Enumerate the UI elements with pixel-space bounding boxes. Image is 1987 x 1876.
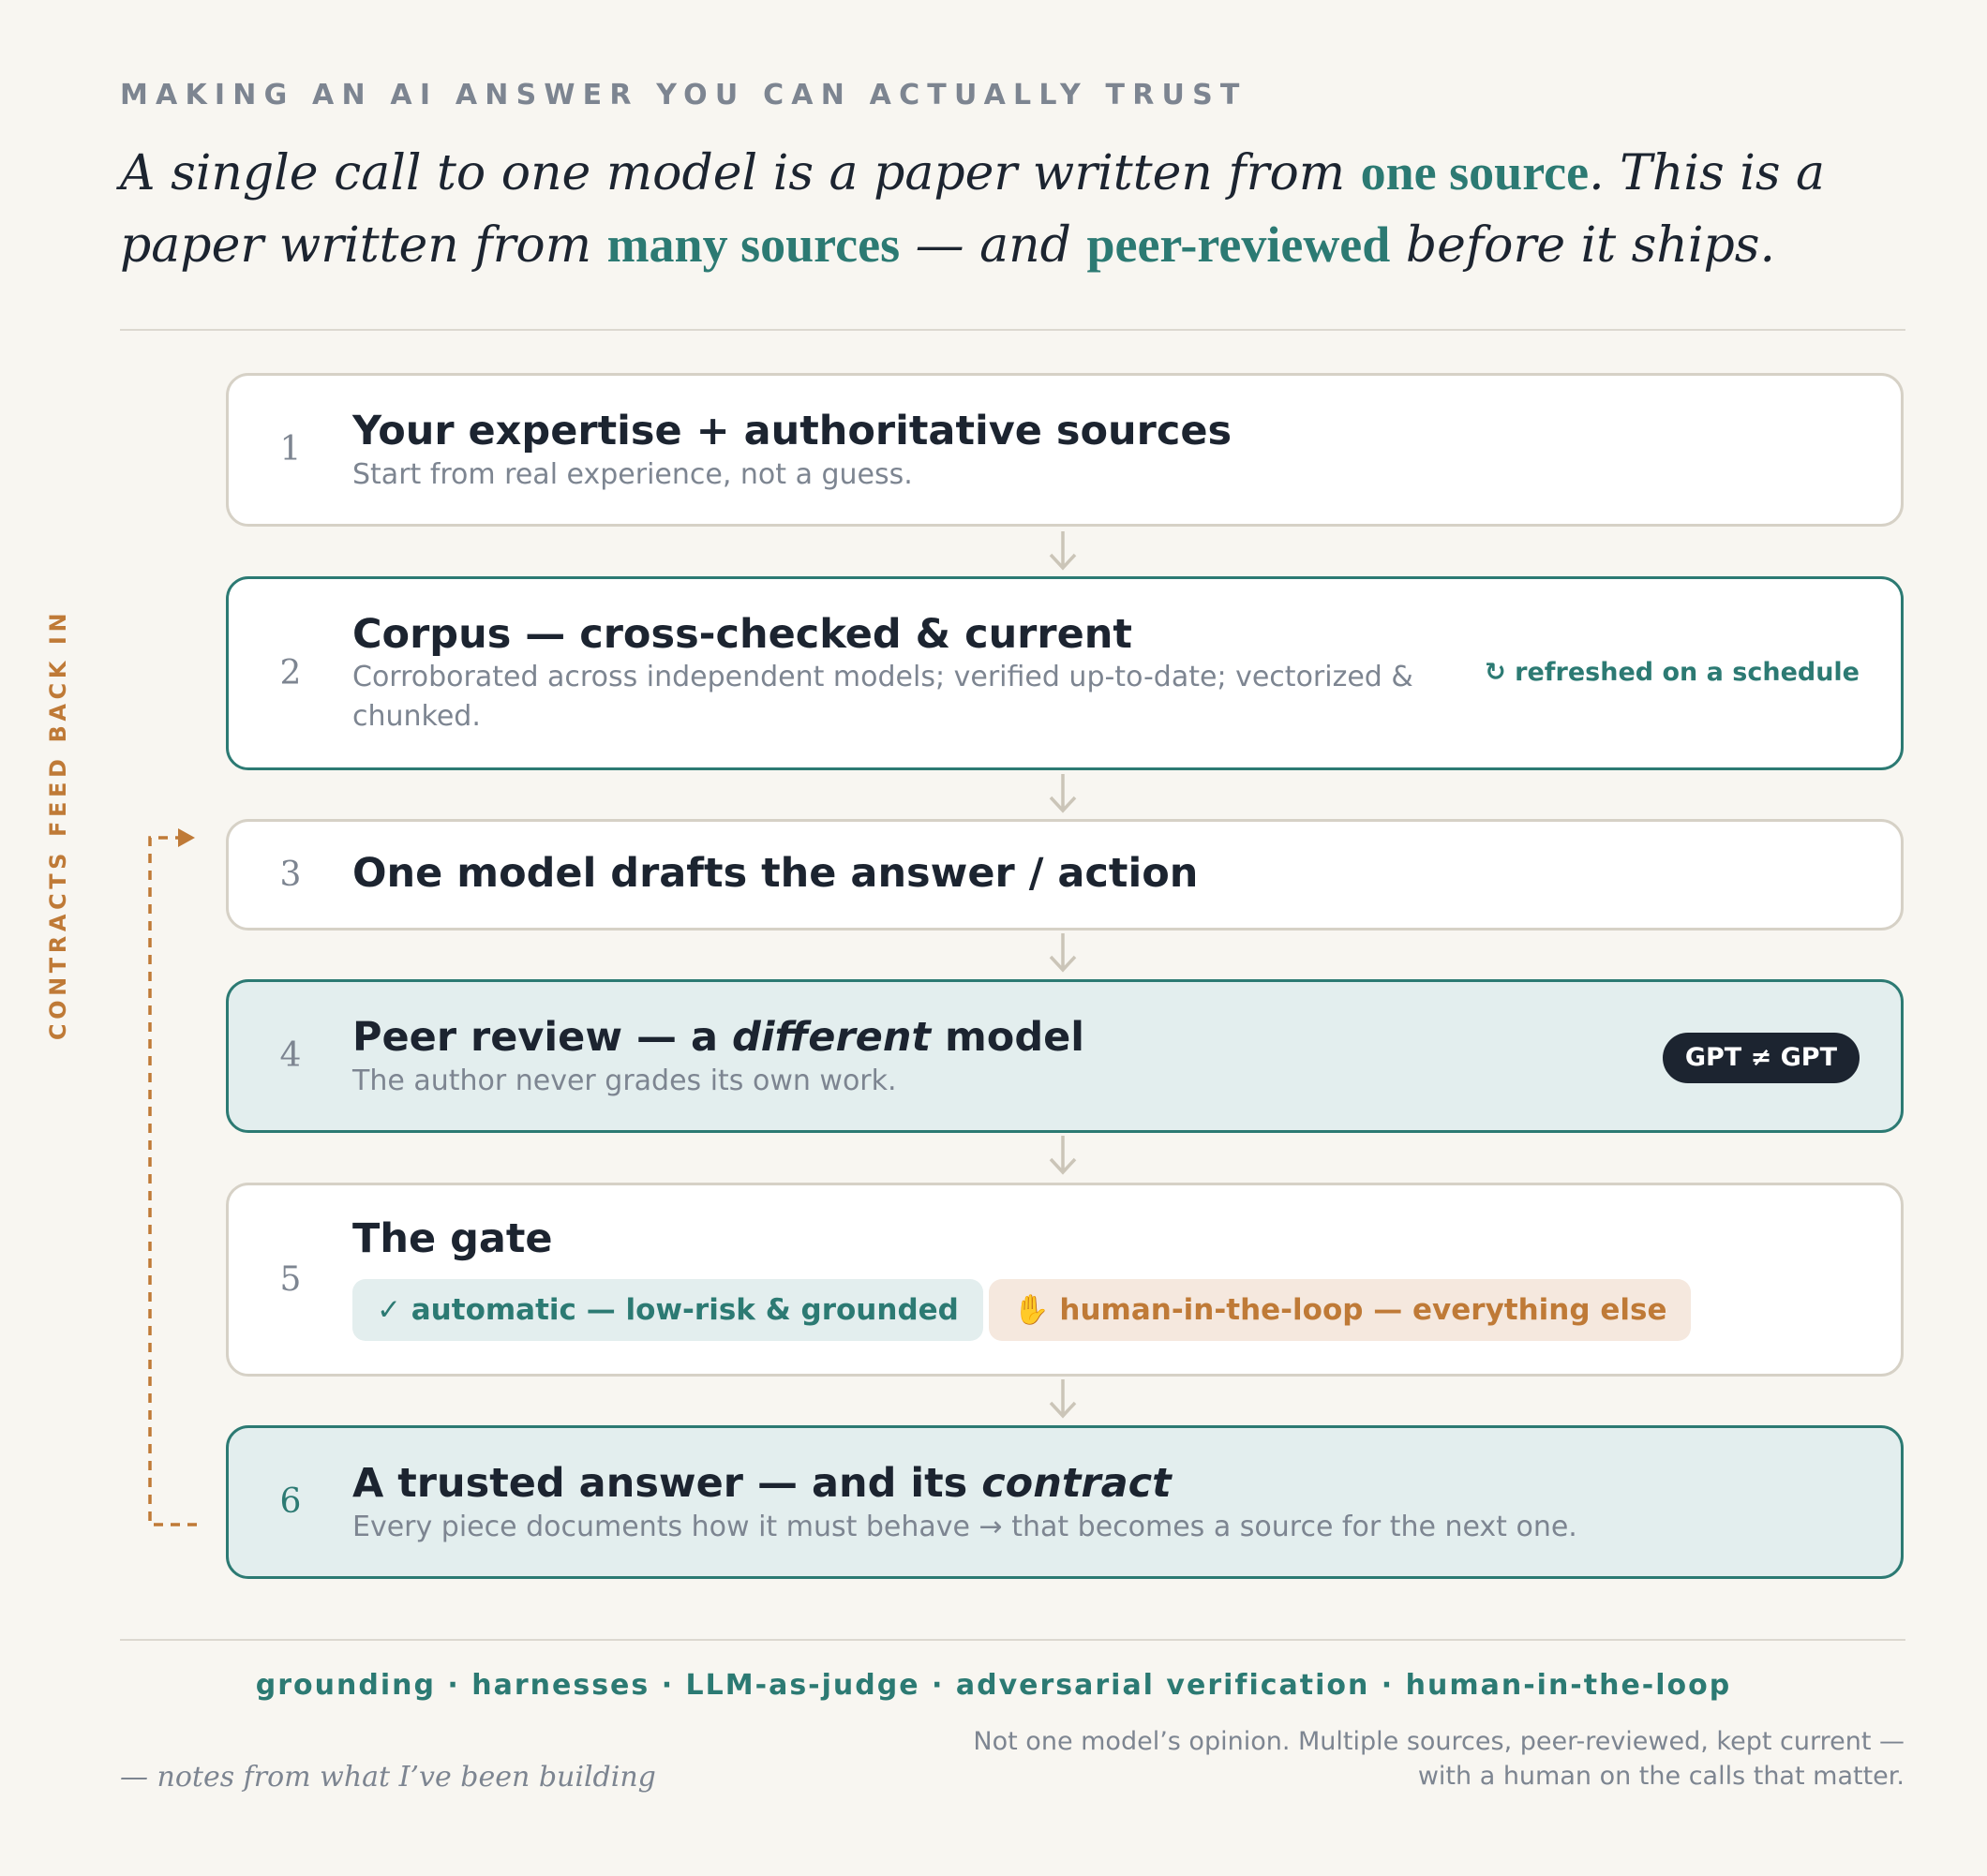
feedback-loop-arrow: [141, 821, 206, 1533]
down-arrow-icon: [1047, 529, 1079, 571]
step-title: Your expertise + authoritative sources: [352, 408, 1233, 454]
eyebrow-heading: MAKING AN AI ANSWER YOU CAN ACTUALLY TRUST: [120, 79, 1247, 112]
model-mismatch-badge: GPT ≠ GPT: [1663, 1033, 1860, 1083]
headline-text: before it ships.: [1390, 217, 1775, 274]
step-number: 3: [279, 856, 302, 894]
step-number: 2: [279, 654, 302, 692]
step-number: 4: [279, 1036, 302, 1075]
step-title: [352, 1460, 1172, 1507]
step-number: 5: [279, 1260, 302, 1299]
headline-highlight: one source: [1360, 144, 1590, 201]
step-title: The gate: [352, 1215, 553, 1262]
step-subtitle: Corroborated across independent models; verified up-to-date; vectorized & chunked.: [352, 661, 1413, 733]
step-number: 6: [279, 1482, 302, 1521]
bottom-divider: [120, 1639, 1905, 1641]
step-card-6: [226, 1425, 1904, 1579]
down-arrow-icon: [1047, 1134, 1079, 1175]
footer-note: — notes from what I’ve been building: [120, 1761, 656, 1794]
step-card-1: [226, 373, 1904, 527]
headline-highlight: peer-reviewed: [1086, 216, 1391, 273]
gate-option-automatic: ✓ automatic — low-risk & grounded: [352, 1279, 983, 1341]
step-title-part: A trusted answer — and its: [352, 1460, 982, 1507]
headline-text: . This is a paper written from: [120, 145, 1826, 274]
step-subtitle: The author never grades its own work.: [352, 1065, 897, 1097]
step-title-part: Peer review — a: [352, 1014, 732, 1061]
step-title: Corpus — cross-checked & current: [352, 611, 1132, 658]
step-card-4: [226, 979, 1904, 1133]
step-card-5: [226, 1183, 1904, 1377]
headline: [120, 137, 1882, 281]
step-card-2: [226, 576, 1904, 770]
down-arrow-icon: [1047, 772, 1079, 813]
down-arrow-icon: [1047, 1377, 1079, 1419]
step-title: One model drafts the answer / action: [352, 850, 1199, 897]
step-title-emphasis: different: [731, 1014, 932, 1061]
step-subtitle: Start from real experience, not a guess.: [352, 458, 913, 491]
gate-option-human: ✋ human-in-the-loop — everything else: [989, 1279, 1691, 1341]
step-title-part: model: [931, 1014, 1085, 1061]
step-card-3: [226, 819, 1904, 931]
top-divider: [120, 329, 1905, 331]
refresh-badge: ↻ refreshed on a schedule: [1485, 658, 1860, 687]
headline-text: A single call to one model is a paper written from: [120, 145, 1361, 201]
headline-highlight: many sources: [606, 216, 901, 273]
side-label-text: CONTRACTS FEED BACK IN: [45, 608, 71, 1041]
step-subtitle: Every piece documents how it must behave → that becomes a source for the next one.: [352, 1511, 1577, 1543]
down-arrow-icon: [1047, 931, 1079, 973]
headline-text: — and: [900, 217, 1087, 274]
keywords-line: grounding · harnesses · LLM-as-judge · adversarial verification · human-in-the-loop: [255, 1669, 1732, 1702]
step-number: 1: [279, 430, 302, 469]
footer-summary: Not one model’s opinion. Multiple sources, peer-reviewed, kept current — with a human on the calls that matter.: [973, 1727, 1905, 1791]
step-title-emphasis: contract: [981, 1460, 1172, 1507]
step-title: [352, 1014, 1084, 1061]
